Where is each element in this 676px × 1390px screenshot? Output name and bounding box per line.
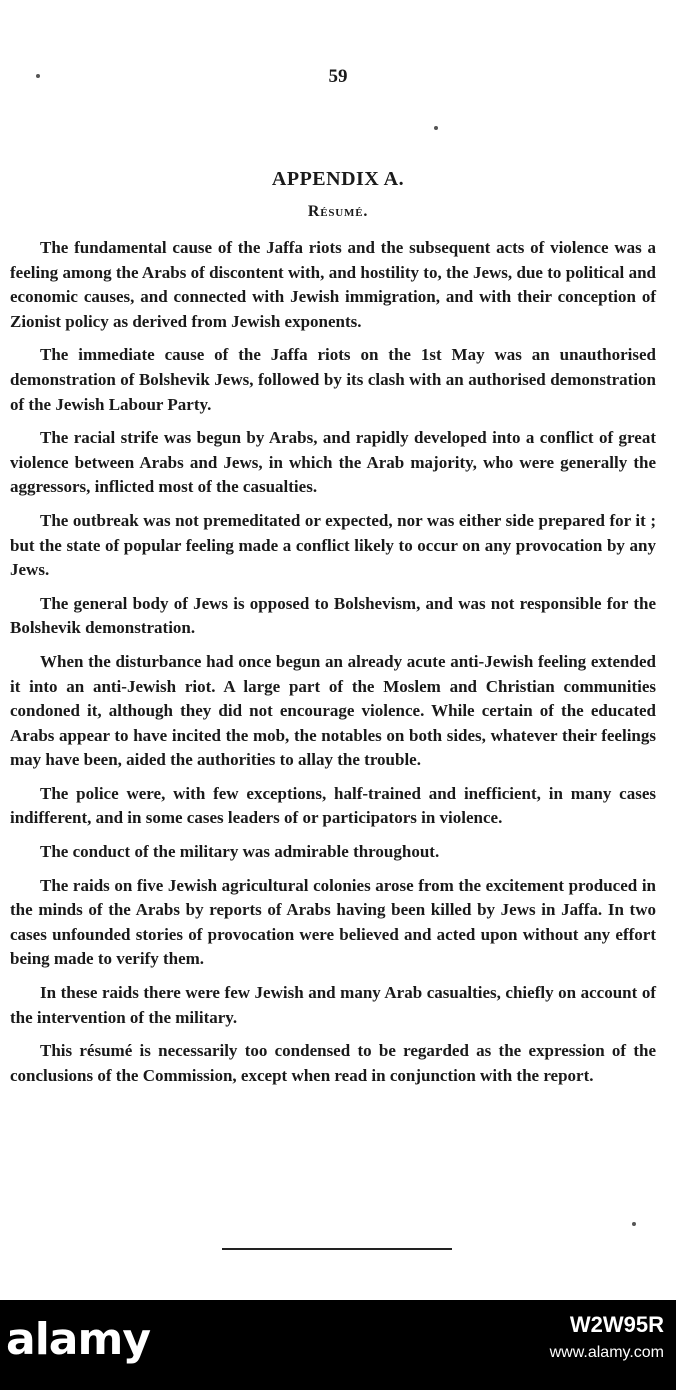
paragraph-raids: The raids on five Jewish agricultural colonies arose from the excitement produced in the minds of the Arabs by reports of Arabs having been killed by Jews in Jaffa. In two cases unfounded stories of provocation were believed and acted upon without any effort being made to verify them. [10,875,656,969]
paragraph-disturbance: When the disturbance had once begun an already acute anti-Jewish feeling extended it into an anti-Jewish riot. A large part of the Moslem and Christian communities condoned it, although they did not encourage violence. While certain of the educated Arabs appear to have incited the mob, the notables on both sides, whatever their feelings may have been, aided the authorities to allay the trouble. [10,651,656,770]
closing-rule [222,1248,452,1250]
paragraph-bolshevism: The general body of Jews is opposed to Bolshevism, and was not responsible for the Bolshevik demonstration. [10,593,656,638]
paragraph-fundamental-cause: The fundamental cause of the Jaffa riots and the subsequent acts of violence was a feeling among the Arabs of discontent with, and hostility to, the Jews, due to political and economic causes, and connected with Jewish immigration, and with their conception of Zionist policy as derived from Jewish exponents. [10,238,656,331]
site-url: www.alamy.com [549,1344,664,1361]
stock-image-id: W2W95R [569,1312,664,1337]
paragraph-resume-note: This résumé is necessarily too condensed to be regarded as the expression of the conclusions of the Commission, except when read in conjunction with the report. [10,1041,656,1085]
paragraph-police: The police were, with few exceptions, half-trained and inefficient, in many cases indifferent, and in some cases leaders of or participators in violence. [10,783,656,828]
ink-speck [434,126,438,130]
brand-logo: alamy [6,1314,150,1365]
appendix-heading: APPENDIX A. [271,168,405,190]
paragraph-racial-strife: The racial strife was begun by Arabs, and rapidly developed into a conflict of great violence between Arabs and Jews, in which the Arab majority, who were generally the aggressors, inflicted most of the casualties. [10,428,656,497]
paragraph-casualties: In these raids there were few Jewish and many Arab casualties, chiefly on account of the intervention of the military. [10,983,656,1027]
ink-speck [632,1222,636,1226]
paragraph-outbreak: The outbreak was not premeditated or expected, nor was either side prepared for it ; but the state of popular feeling made a conflict likely to occur on any provocation by any Jews. [10,510,656,580]
page-number: 59 [328,66,348,87]
paragraph-immediate-cause: The immediate cause of the Jaffa riots on the 1st May was an unauthorised demonstration of Bolshevik Jews, followed by its clash with an authorised demonstration of the Jewish Labour Party. [10,345,656,414]
resume-subheading: Résumé. [307,203,369,220]
body-text [10,236,656,1097]
paragraph-military: The conduct of the military was admirable throughout. [40,842,440,862]
watermark-banner [0,1300,676,1390]
